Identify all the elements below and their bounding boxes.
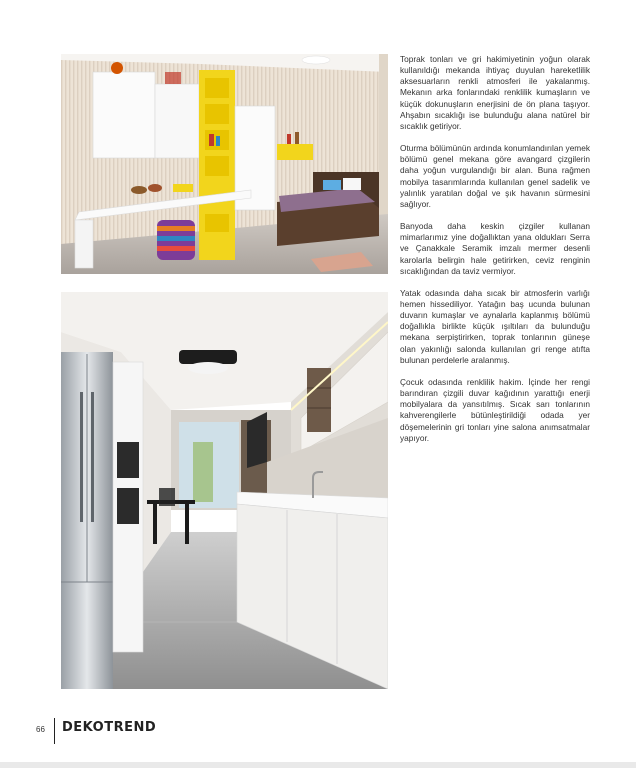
kitchen-illustration bbox=[61, 292, 388, 689]
kids-room-photo bbox=[61, 54, 388, 274]
paragraph: Banyoda daha keskin çizgiler kullanan mimarlarımız yine doğallıktan yana oldukları Serra ve Çanakkale Seramik imzalı mermer desenli karolarla belirgin hale getirirken, ceviz renginin sıcaklığından da taviz vermiyor. bbox=[400, 221, 590, 276]
magazine-brand-logo: DEKOTREND bbox=[62, 720, 157, 735]
kids-room-illustration bbox=[61, 54, 388, 274]
article-body bbox=[400, 54, 590, 455]
page-number: 66 bbox=[36, 725, 45, 734]
page-edge bbox=[0, 762, 636, 768]
kitchen-photo bbox=[61, 292, 388, 689]
paragraph: Çocuk odasında renklilik hakim. İçinde her rengi barındıran çizgili duvar kağıdının yarattığı enerji mobilyalara da yansıtılmış. Sıcak sarı tonlarının kahverengilerle bütünleştirildiği odada yer döşemelerinin gri tonları yine salona anımsatmalar yapıyor. bbox=[400, 376, 590, 443]
paragraph: Yatak odasında daha sıcak bir atmosferin varlığı hemen hissediliyor. Yatağın baş ucunda bulunan duvarın kumaşlar ve aynalarla kaplanmış bölümü doğallıkla birlikte küçük ışıltıları da bulunduğu mekana serpiştirirken, toprak tonlarının güneşe olan yakınlığı salonda kullanılan gri renge atıfta bulunan perdelerle aralanmış. bbox=[400, 287, 590, 365]
paragraph: Toprak tonları ve gri hakimiyetinin yoğun olarak kullanıldığı mekanda ihtiyaç duyulan hareketlilik aksesuarların renkli atmosferi ile yakalanmış. Mekanın arka fonlarındaki renklilik kumaşların ve küçük dokunuşların enerjisini de ön plana taşıyor. Ahşabın sıcaklığı ise bulunduğu alana natürel bir sıcaklık getiriyor. bbox=[400, 54, 590, 131]
paragraph: Oturma bölümünün ardında konumlandırılan yemek bölümü genel mekana göre avangard çizgilerin daha yoğun vurgulandığı bir alan. Buna rağmen mobilya tasarımlarında kullanılan genel sadelik ve yalınlık yaratılan doğal ve şık havanın sürmesini sağlıyor. bbox=[400, 143, 590, 209]
footer-divider bbox=[54, 718, 55, 744]
